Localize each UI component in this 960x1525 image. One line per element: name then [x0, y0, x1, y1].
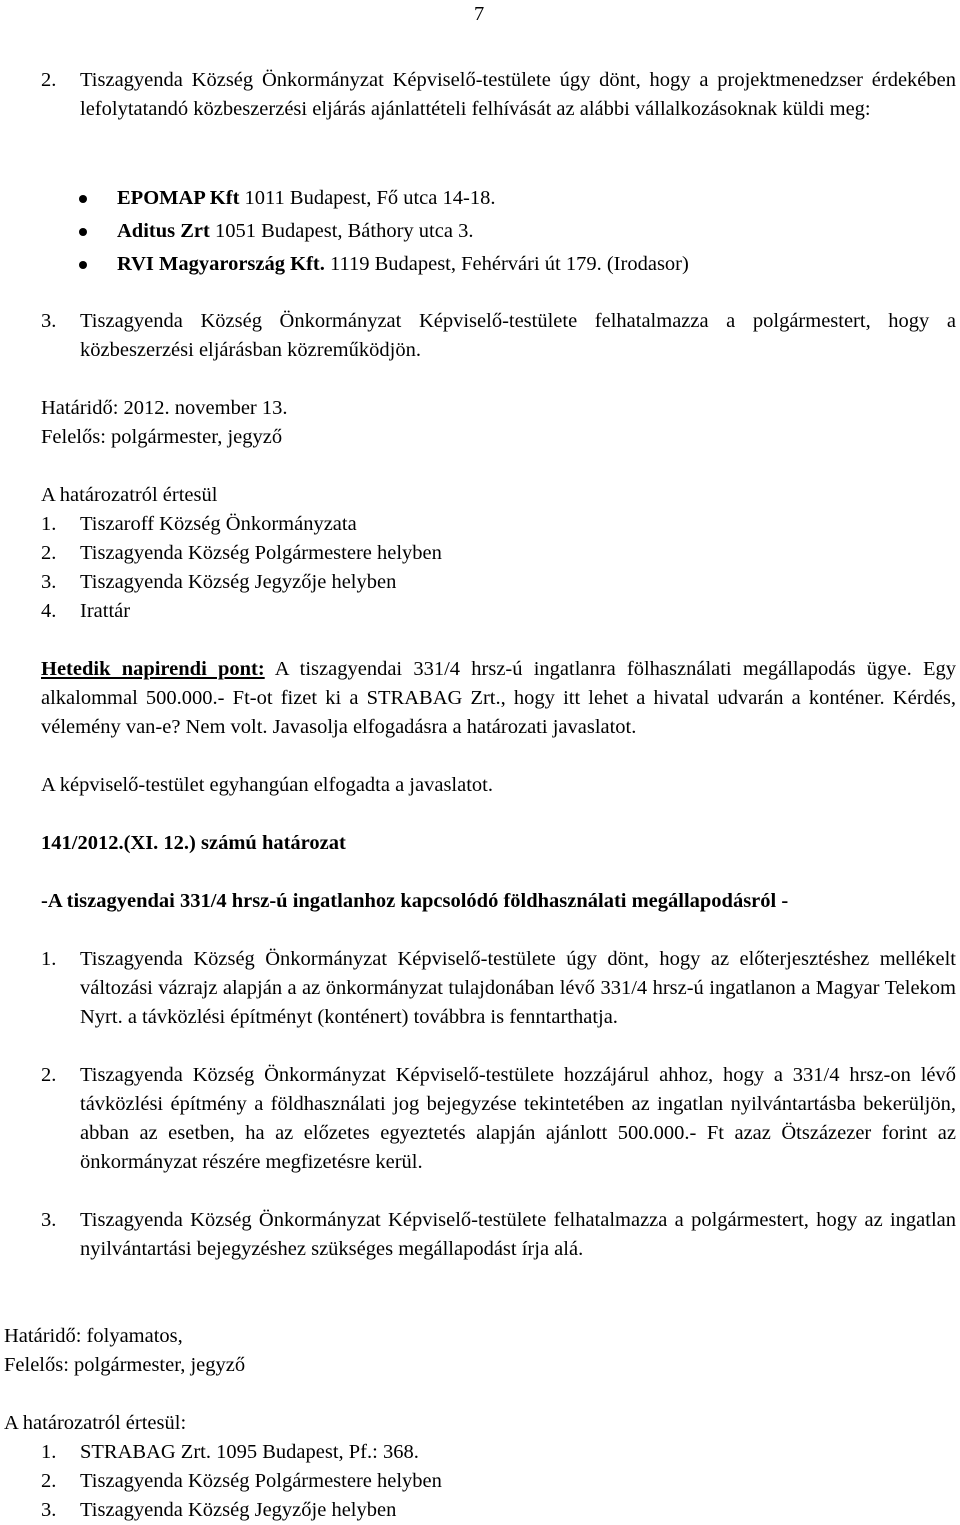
bullet-icon	[79, 195, 87, 203]
item-number: 1.	[41, 948, 57, 970]
deadline-line: Határidő: 2012. november 13.	[41, 397, 288, 419]
item-number: 3.	[41, 1209, 57, 1231]
company-name: RVI Magyarország Kft.	[117, 253, 325, 275]
notify-item: 1. STRABAG Zrt. 1095 Budapest, Pf.: 368.	[41, 1441, 419, 1463]
company-address: 1119 Budapest, Fehérvári út 179. (Irodasor)	[324, 253, 689, 275]
item-number: 3.	[41, 310, 57, 332]
agenda-text: A tiszagyendai 331/4 hrsz-ú ingatlanra fölhasználati megállapodás ügye. Egy alkalommal 500.000.- Ft-ot fizet ki a STRABAG Zrt., hogy itt lehet a hivatal udvarán a konténer. Kérdés, vélemény van-e? Nem volt. Javasolja elfogadásra a határozati javaslatot.	[41, 658, 956, 738]
responsible-line: Felelős: polgármester, jegyző	[41, 426, 283, 448]
page-number: 7	[474, 3, 485, 25]
notify-item: 4. Irattár	[41, 600, 131, 622]
item-text: Tiszagyenda Község Önkormányzat Képviselő-testülete úgy dönt, hogy az előterjesztéshez mellékelt változási vázrajz alapján a az önkormányzat tulajdonában lévő 331/4 hrsz-ú ingatlanon a Magyar Telekom Nyrt. a távközlési építményt (konténert) továbbra is fenntarthatja.	[80, 948, 956, 1028]
notify-item: 2. Tiszagyenda Község Polgármestere helyben	[41, 542, 442, 564]
company-address: 1011 Budapest, Fő utca 14-18.	[239, 187, 496, 209]
agenda-label: Hetedik napirendi pont:	[41, 658, 265, 680]
company-name: Aditus Zrt	[117, 220, 210, 242]
notify-heading: A határozatról értesül	[41, 484, 218, 506]
item-text: Tiszagyenda Község Önkormányzat Képviselő-testülete felhatalmazza a polgármestert, hogy a közbeszerzési eljárásban közreműködjön.	[80, 310, 956, 361]
company-address: 1051 Budapest, Báthory utca 3.	[209, 220, 474, 242]
bullet-icon	[79, 261, 87, 269]
notify-item: 2. Tiszagyenda Község Polgármestere helyben	[41, 1470, 442, 1492]
notify-item: 3. Tiszagyenda Község Jegyzője helyben	[41, 571, 397, 593]
item-text: Tiszagyenda Község Önkormányzat Képviselő-testülete felhatalmazza a polgármestert, hogy az ingatlan nyilvántartási bejegyzéshez szükséges megállapodást írja alá.	[80, 1209, 956, 1260]
resolution-item-3	[41, 1206, 956, 1264]
item-number: 2.	[41, 69, 57, 91]
notify-heading: A határozatról értesül:	[4, 1412, 187, 1434]
item-text: Tiszagyenda Község Önkormányzat Képviselő-testülete hozzájárul ahhoz, hogy a 331/4 hrsz-on lévő távközlési építmény a földhasználati jog bejegyzése tekintetében az ingatlan nyilvántartásba bekerüljön, abban az esetben, ha az előzetes egyeztetés alapján ajánlott 500.000.- Ft azaz Ötszázezer forint az önkormányzat részére megfizetésre kerül.	[80, 1064, 956, 1173]
deadline-line: Határidő: folyamatos,	[4, 1325, 183, 1347]
responsible-line: Felelős: polgármester, jegyző	[4, 1354, 246, 1376]
company-name: EPOMAP Kft	[117, 187, 240, 209]
resolution-item-1	[41, 945, 956, 1032]
agenda-paragraph	[41, 655, 956, 742]
resolution-title: -A tiszagyendai 331/4 hrsz-ú ingatlanhoz kapcsolódó földhasználati megállapodásról -	[41, 890, 789, 912]
bullet-icon	[79, 228, 87, 236]
notify-item: 1. Tiszaroff Község Önkormányzata	[41, 513, 357, 535]
resolution-item-2	[41, 1061, 956, 1177]
item-number: 2.	[41, 1064, 57, 1086]
decision-item-3	[41, 307, 956, 365]
resolution-number: 141/2012.(XI. 12.) számú határozat	[41, 832, 346, 854]
acceptance-line: A képviselő-testület egyhangúan elfogadta a javaslatot.	[41, 774, 493, 796]
decision-item-2	[41, 66, 956, 124]
notify-item: 3. Tiszagyenda Község Jegyzője helyben	[41, 1499, 397, 1521]
item-text: Tiszagyenda Község Önkormányzat Képviselő-testülete úgy dönt, hogy a projektmenedzser érdekében lefolytatandó közbeszerzési eljárás ajánlattételi felhívását az alábbi vállalkozásoknak küldi meg:	[80, 69, 956, 120]
